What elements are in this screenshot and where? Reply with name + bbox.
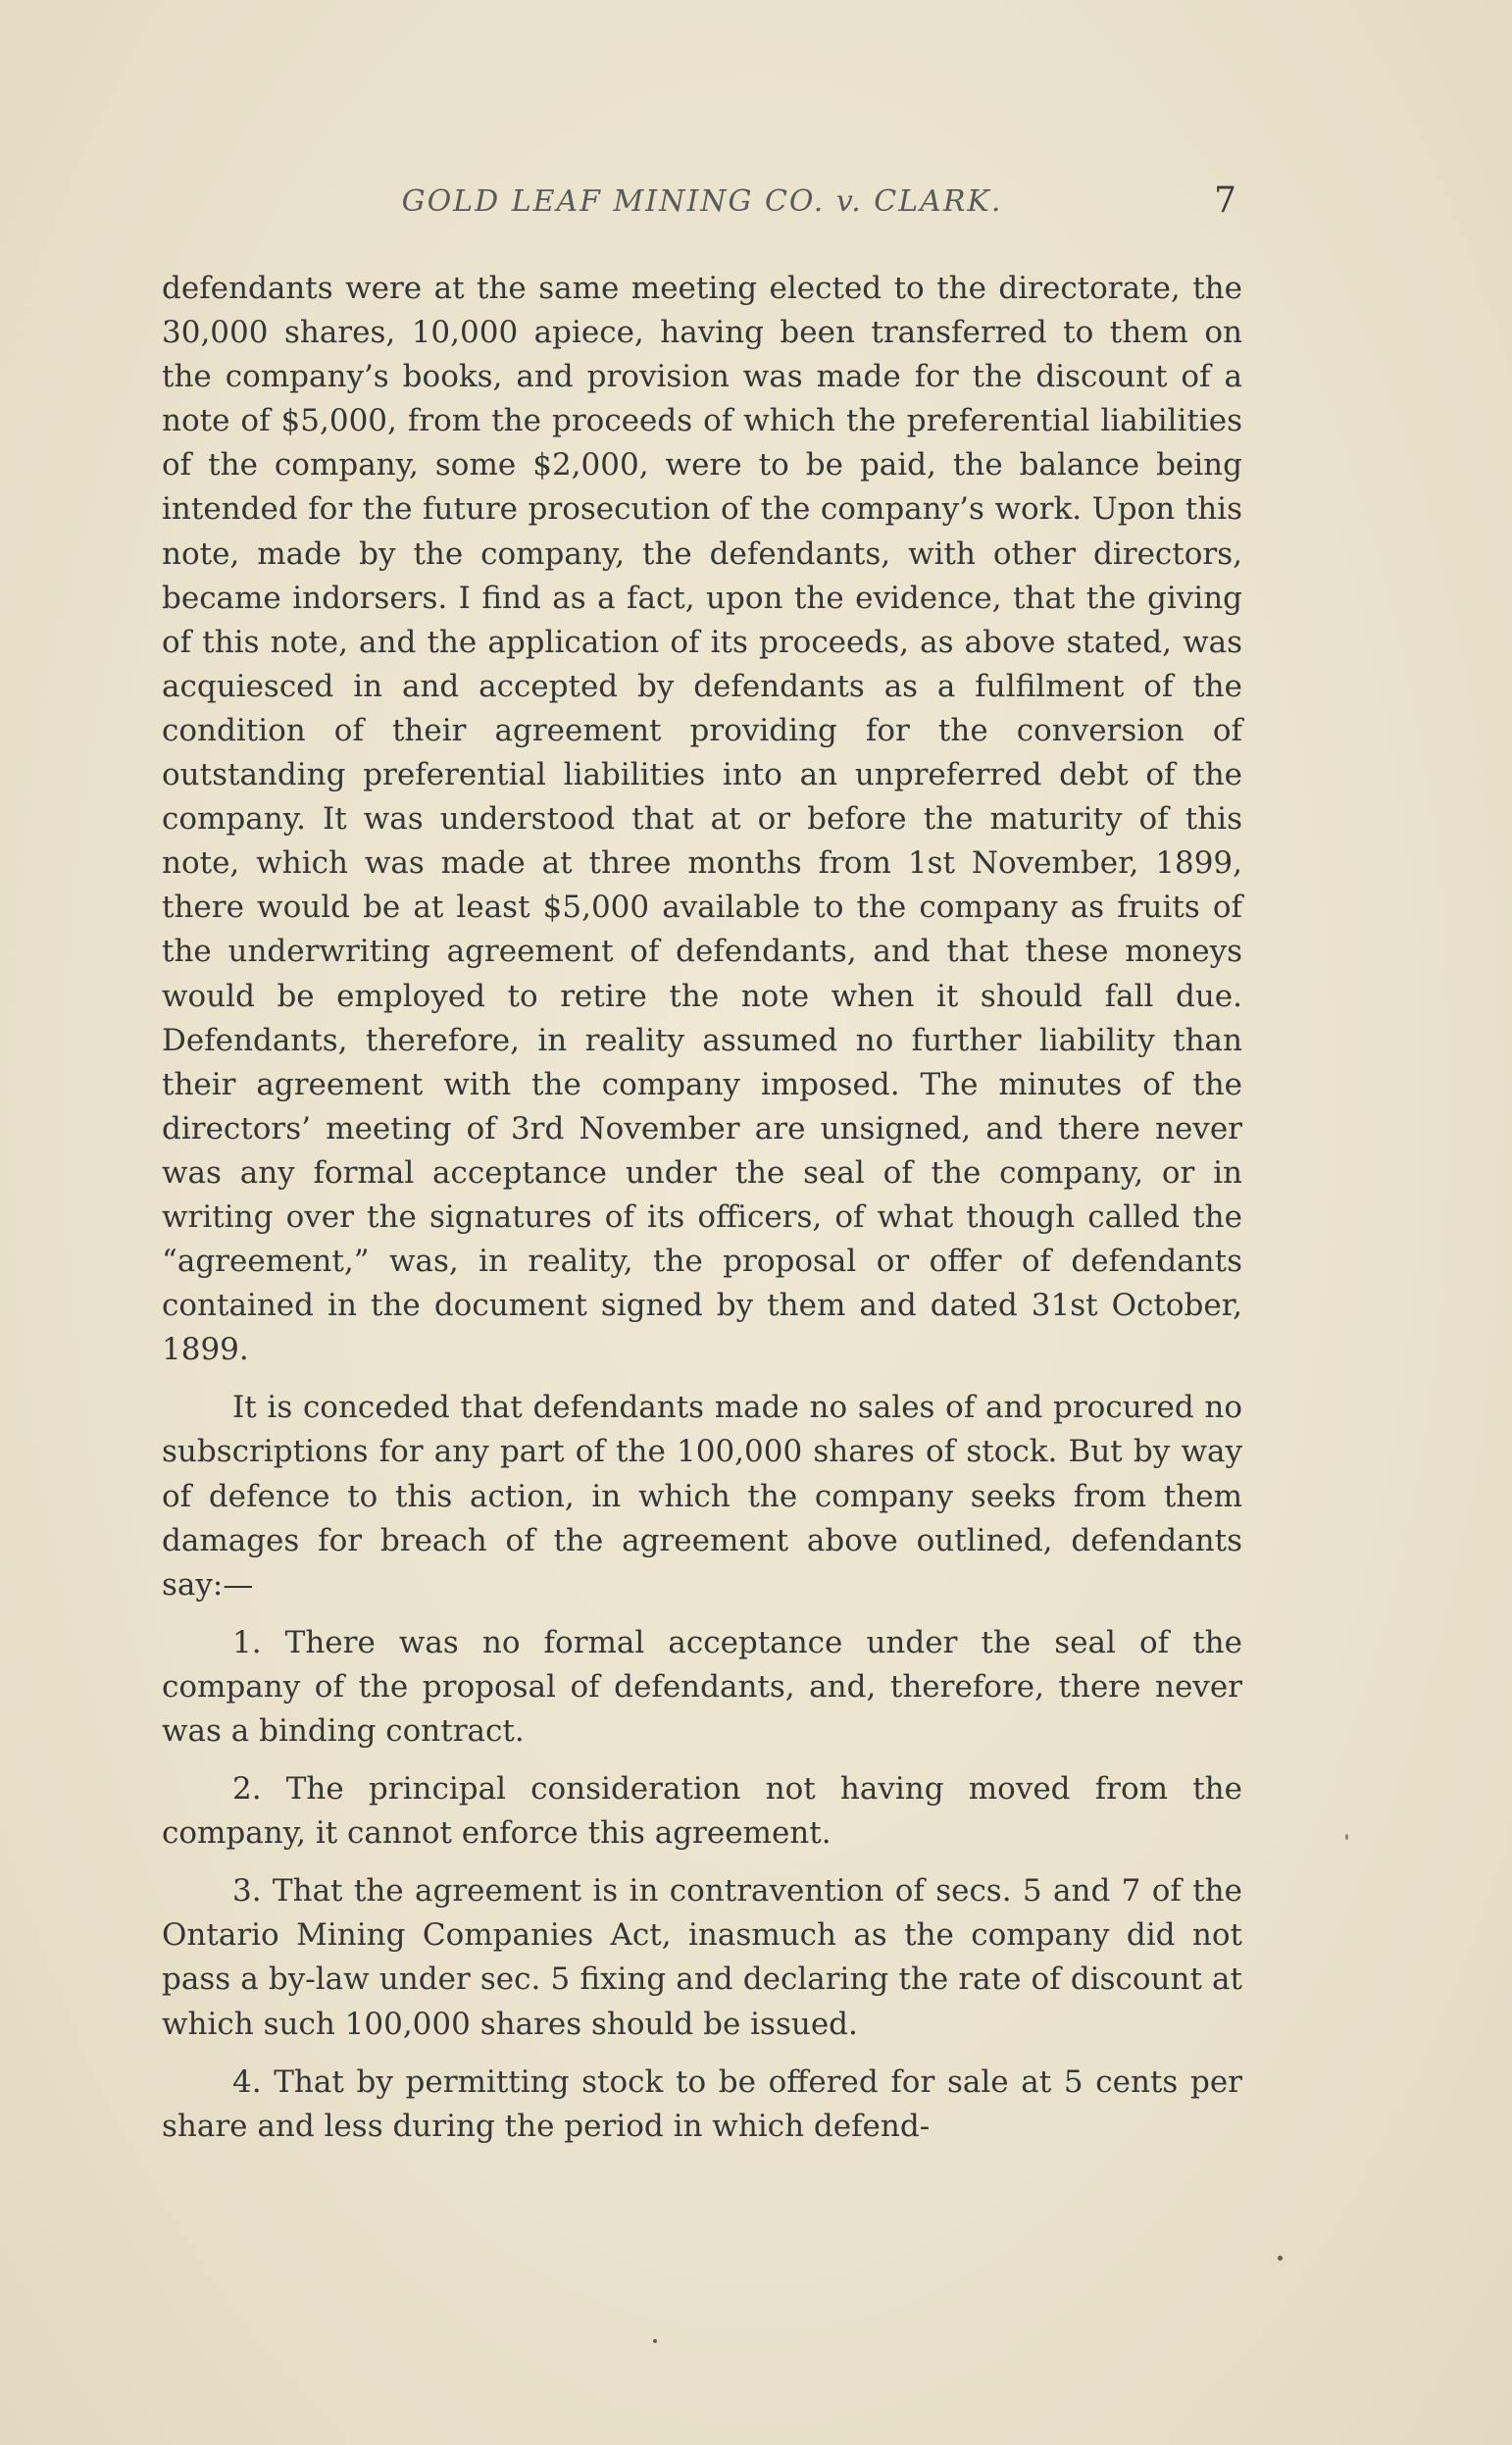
paper-speck <box>1278 2256 1283 2261</box>
defence-item-4: 4. That by permitting stock to be offered for sale at 5 cents per share and less during the period in which defend- <box>162 2063 1242 2144</box>
paper-speck <box>653 2339 657 2343</box>
defence-item-3: 3. That the agreement is in contravention of secs. 5 and 7 of the Ontario Mining Companies Act, inasmuch as the company did not pass a by-law under sec. 5 fixing and declaring the rate of discount at which such 100,000 shares should be issued. <box>162 1873 1242 2042</box>
defence-item-2: 2. The principal consideration not having moved from the company, it cannot enforce this agreement. <box>162 1771 1242 1852</box>
defence-item-1: 1. There was no formal acceptance under the seal of the company of the proposal of defendants, and, therefore, there never was a binding contract. <box>162 1624 1242 1749</box>
page-header <box>162 177 1242 226</box>
paragraph: It is conceded that defendants made no sales of and procured no subscriptions for any part of the 100,000 shares of stock. But by way of defence to this action, in which the company seeks from them damages for breach of the agreement above outlined, defendants say:— <box>162 1390 1242 1603</box>
paragraph-continued: defendants were at the same meeting elected to the directorate, the 30,000 shares, 10,000 apiece, having been transferred to them on the company’s books, and provision was made for the discount of a note of $5,000, from the proceeds of which the preferential liabilities of the company, some $2,000, were to be paid, the balance being intended for the future prosecution of the company’s work. Upon this note, made by the company, the defendants, with other directors, became indorsers. I find as a fact, upon the evidence, that the giving of this note, and the application of its proceeds, as above stated, was acquiesced in and accepted by defendants as a fulfilment of the condition of their agreement providing for the conversion of outstanding preferential liabilities into an unpreferred debt of the company. It was understood that at or before the maturity of this note, which was made at three months from 1st November, 1899, there would be at least $5,000 available to the company as fruits of the underwriting agreement of defendants, and that these moneys would be employed to retire the note when it should fall due. Defendants, therefore, in reality assumed no further liability than their agreement with the company imposed. The minutes of the directors’ meeting of 3rd November are unsigned, and there never was any formal acceptance under the seal of the company, or in writing over the signatures of its officers, of what though called the “agreement,” was, in reality, the proposal or offer of defendants contained in the document signed by them and dated 31st October, 1899. <box>162 271 1242 1368</box>
body-text <box>162 267 1242 2163</box>
running-head: GOLD LEAF MINING CO. v. CLARK. <box>401 184 1003 219</box>
page-number: 7 <box>1214 180 1236 221</box>
paper-speck <box>1345 1834 1348 1840</box>
